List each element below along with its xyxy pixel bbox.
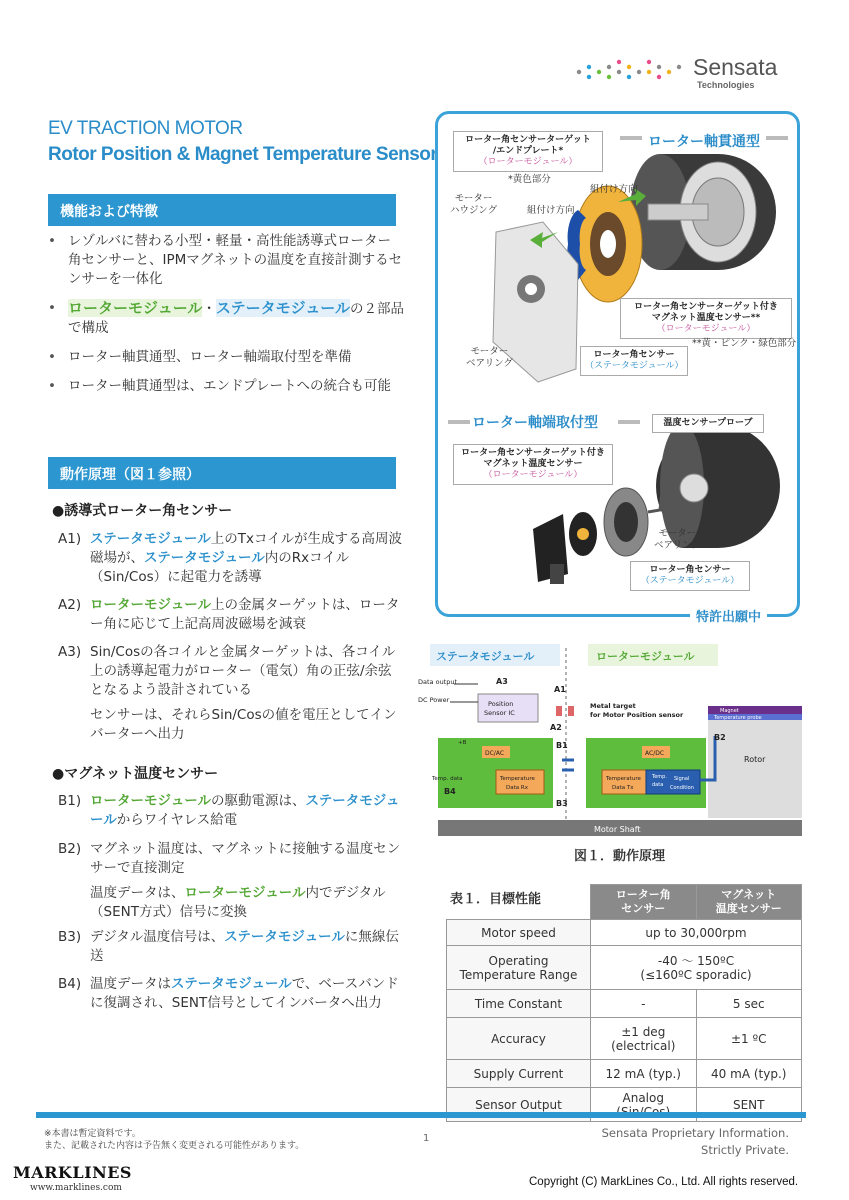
item-text: からワイヤレス給電 xyxy=(116,812,238,828)
row-header: Accuracy xyxy=(447,1018,591,1060)
assembly-direction-1: 組付け方向 xyxy=(590,184,638,195)
rotor-term: ローターモジュール xyxy=(90,793,211,809)
proprietary-line: Sensata Proprietary Information. xyxy=(601,1126,789,1140)
feature-sep: ・ xyxy=(202,301,216,317)
diag-temp-tx-1: Temperature xyxy=(606,776,641,782)
item-text: マグネット温度は、マグネットに接触する温度センサーで直接測定 xyxy=(90,841,401,876)
table-row xyxy=(447,990,802,1018)
label-line: モーター xyxy=(658,528,697,539)
item-text: に無線伝送 xyxy=(90,929,399,964)
row-header: Sensor Output xyxy=(447,1088,591,1122)
diag-rotor: Rotor xyxy=(744,755,766,764)
diag-data-output: Data output xyxy=(418,678,458,686)
diag-temp-data2-1: Temp. xyxy=(652,774,667,780)
stator-term: ステータモジュール xyxy=(90,531,211,547)
item-text: 温度データは、 xyxy=(90,885,185,901)
diag-b3: B3 xyxy=(556,799,568,808)
diag-b2: B2 xyxy=(714,733,726,742)
principle-b4 xyxy=(58,975,403,1013)
label-bearing-2 xyxy=(654,528,701,552)
label-target-temp-sensor-2 xyxy=(453,444,613,485)
cell-line: ±1 deg xyxy=(621,1024,666,1039)
label-line: ローター角センサーターゲット xyxy=(465,135,591,145)
operating-principle-diagram xyxy=(418,640,802,836)
label-line: ローター角センサーターゲット付き xyxy=(461,448,605,458)
item-text: の駆動電源は、 xyxy=(210,793,306,809)
title-line1: EV TRACTION MOTOR xyxy=(48,118,243,139)
label-line: ローター角センサーターゲット付き xyxy=(634,302,778,312)
diag-temp-rx-2: Data Rx xyxy=(506,785,528,791)
col-angle-sensor xyxy=(591,885,697,920)
label-line: ベアリング xyxy=(466,358,513,369)
table-row xyxy=(447,946,802,990)
col-label: 温度センサー xyxy=(715,902,782,915)
table-cell xyxy=(591,946,802,990)
cell-line: -40 ～ 150ºC xyxy=(657,953,735,968)
diag-pos-ic-1: Position xyxy=(488,700,514,708)
diag-a3: A3 xyxy=(496,677,508,686)
footer-note-line: ※本書は暫定資料です。 xyxy=(44,1129,141,1139)
table-row xyxy=(447,1060,802,1088)
marklines-logo: MARKLINES xyxy=(13,1163,132,1182)
item-label: B4) xyxy=(58,976,82,992)
page-number: 1 xyxy=(423,1133,430,1144)
item-text: デジタル温度信号は、 xyxy=(90,929,225,945)
feature-text-1: レゾルバに替わる小型・軽量・高性能誘導式ローター角センサーと、IPMマグネットの温度を直接計測するセンサーを一体化 xyxy=(68,233,403,287)
principle-a1 xyxy=(58,530,403,587)
cell-line: Analog xyxy=(622,1090,664,1105)
label-line: （ステータモジュール） xyxy=(640,576,740,586)
diag-pos-ic-2: Sensor IC xyxy=(484,709,515,717)
col-temp-sensor xyxy=(696,885,802,920)
label-line: ローター角センサー xyxy=(593,350,675,360)
diag-signal-2: Condition xyxy=(670,785,694,791)
col-label: マグネット xyxy=(721,888,777,901)
footer-bar xyxy=(36,1112,806,1118)
proprietary-notice xyxy=(560,1125,789,1159)
item-text: 温度データは xyxy=(90,976,171,992)
table-header-row xyxy=(447,885,802,920)
col-label: ローター角 xyxy=(615,888,671,901)
row-header xyxy=(447,946,591,990)
table-corner xyxy=(447,885,591,920)
item-text: 上のTxコイルが生成する高周波磁場が、 xyxy=(90,531,403,566)
diag-a1: A1 xyxy=(554,685,566,694)
company-name: Sensata xyxy=(693,54,778,80)
label-housing xyxy=(450,193,497,217)
table-row xyxy=(447,1018,802,1060)
item-label: A2) xyxy=(58,597,82,613)
footer-note-line: また、記載された内容は予告無く変更される可能性があります。 xyxy=(44,1141,305,1151)
sub-heading-angle: ●誘導式ローター角センサー xyxy=(52,503,233,519)
diag-signal-1: Signal xyxy=(674,776,690,782)
label-line: モーター xyxy=(470,346,509,357)
label-line: モーター xyxy=(454,193,493,204)
stator-term: ステータモジュール xyxy=(144,550,265,566)
title-line2: Rotor Position & Magnet Temperature Sensor xyxy=(48,144,438,165)
principle-b2 xyxy=(58,840,403,922)
label-target-endplate xyxy=(453,131,603,172)
row-header: Motor speed xyxy=(447,920,591,946)
stator-term: ステータモジュール xyxy=(90,793,400,828)
table-cell: 12 mA (typ.) xyxy=(591,1060,697,1088)
feature-text-2: の２部品で構成 xyxy=(68,301,405,336)
features-heading: 機能および特徴 xyxy=(48,194,396,226)
proprietary-line: Strictly Private. xyxy=(701,1143,789,1157)
feature-text-3: ローター軸貫通型、ローター軸端取付型を準備 xyxy=(68,349,352,365)
label-angle-sensor-2 xyxy=(630,561,750,591)
label-temp-probe: 温度センサープローブ xyxy=(652,414,764,433)
feature-item xyxy=(44,377,404,396)
row-header-line: Operating xyxy=(488,953,549,968)
table-cell: up to 30,000rpm xyxy=(591,920,802,946)
diag-metal-2: for Motor Position sensor xyxy=(590,711,684,719)
label-line: マグネット温度センサー xyxy=(483,459,583,469)
assembly-direction-2: 組付け方向 xyxy=(527,205,575,216)
label-line: （ローターモジュール） xyxy=(656,324,756,334)
principle-b1 xyxy=(58,792,403,830)
spec-table xyxy=(446,884,802,1122)
feature-text-4: ローター軸貫通型は、エンドプレートへの統合も可能 xyxy=(68,378,392,394)
stator-term: ステータモジュール xyxy=(171,976,292,992)
diag-b1: B1 xyxy=(556,741,568,750)
marklines-url: www.marklines.com xyxy=(30,1183,122,1193)
label-bearing-1 xyxy=(466,346,513,370)
copyright: Copyright (C) MarkLines Co., Ltd. All rights reserved. xyxy=(529,1176,799,1188)
item-text: Sin/Cosの各コイルと金属ターゲットは、各コイル上の誘導起電力がローター（電気）角の正弦/余弦となるよう設計されている xyxy=(90,644,396,698)
stator-module-highlight: ステータモジュール xyxy=(215,299,351,317)
patent-pending: 特許出願中 xyxy=(690,606,767,625)
table-cell: SENT xyxy=(696,1088,802,1122)
label-line: （ローターモジュール） xyxy=(478,157,578,167)
item-text: 内でデジタル（SENT方式）信号に変換 xyxy=(90,885,386,920)
diag-temp-data: Temp. data xyxy=(432,776,463,782)
row-header: Time Constant xyxy=(447,990,591,1018)
company-sub: Technologies xyxy=(697,80,755,90)
stator-term: ステータモジュール xyxy=(224,929,345,945)
label-line: /エンドプレート* xyxy=(492,146,564,156)
item-text: で、ベースバンドに復調され、SENT信号としてインバータへ出力 xyxy=(90,976,399,1011)
rotor-term: ローターモジュール xyxy=(90,597,211,613)
table-row xyxy=(447,920,802,946)
diag-dc-power: DC Power xyxy=(418,696,450,704)
diag-b4: B4 xyxy=(444,787,456,796)
label-line: ベアリング xyxy=(654,540,701,551)
label-line: マグネット温度センサー** xyxy=(651,313,761,323)
sensata-logo xyxy=(575,54,795,94)
through-shaft-heading: ローター軸貫通型 xyxy=(648,134,760,150)
label-target-temp-sensor xyxy=(620,298,792,339)
item-label: A3) xyxy=(58,644,82,660)
end-mount-heading: ローター軸端取付型 xyxy=(472,415,598,431)
logo-dots-icon xyxy=(575,58,685,82)
principle-heading: 動作原理（図１参照） xyxy=(48,457,396,489)
principle-b3 xyxy=(58,928,403,966)
table-cell: 5 sec xyxy=(696,990,802,1018)
label-angle-sensor-1 xyxy=(580,346,688,376)
diag-temp-tx-2: Data Tx xyxy=(612,785,634,791)
note-colors: **黄・ピンク・緑色部分 xyxy=(692,338,797,349)
label-line: ハウジング xyxy=(450,205,498,216)
label-line: （ローターモジュール） xyxy=(483,470,583,480)
row-header: Supply Current xyxy=(447,1060,591,1088)
row-header-line: Temperature Range xyxy=(459,967,578,982)
cell-line: (electrical) xyxy=(611,1038,676,1053)
principle-a3 xyxy=(58,643,403,744)
item-label: A1) xyxy=(58,531,82,547)
label-line: ローター角センサー xyxy=(649,565,731,575)
footer-note xyxy=(44,1128,304,1152)
diag-magnet: Magnet xyxy=(720,708,739,714)
rotor-term: ローターモジュール xyxy=(184,885,306,901)
rotor-module-highlight: ローターモジュール xyxy=(68,299,203,317)
feature-item xyxy=(44,232,404,289)
diag-temp-rx-1: Temperature xyxy=(500,776,535,782)
figure-caption: 図１．動作原理 xyxy=(574,849,666,864)
diag-temp-probe: Temperature probe xyxy=(714,715,762,721)
diag-stator-label: ステータモジュール xyxy=(436,650,535,663)
item-text: 上の金属ターゲットは、ローター角に応じて上記高周波磁場を減衰 xyxy=(90,597,400,632)
feature-item xyxy=(44,299,404,338)
diag-a2: A2 xyxy=(550,723,562,732)
cell-line: (≤160ºC sporadic) xyxy=(640,967,752,982)
item-label: B3) xyxy=(58,929,82,945)
item-label: B1) xyxy=(58,793,82,809)
feature-item xyxy=(44,348,404,367)
table-cell: - xyxy=(591,990,697,1018)
diag-plus-b: +B xyxy=(458,740,467,746)
note-yellow: *黄色部分 xyxy=(508,174,551,185)
item-text: 内のRxコイル（Sin/Cos）に起電力を誘導 xyxy=(90,550,350,585)
table-cell: ±1 ºC xyxy=(696,1018,802,1060)
diag-metal-1: Metal target xyxy=(590,702,636,710)
table-cell xyxy=(591,1018,697,1060)
table-title: 表１．目標性能 xyxy=(450,892,542,907)
diag-dcac: DC/AC xyxy=(485,750,505,757)
col-label: センサー xyxy=(621,902,666,915)
item-text: センサーは、それらSin/Cosの値を電圧としてインバーターへ出力 xyxy=(90,707,397,742)
features-list xyxy=(44,232,404,406)
diag-motor-shaft: Motor Shaft xyxy=(594,825,641,834)
sub-heading-temp: ●マグネット温度センサー xyxy=(52,766,219,782)
item-label: B2) xyxy=(58,841,82,857)
principle-a2 xyxy=(58,596,403,634)
diag-temp-data2-2: data xyxy=(652,782,664,788)
label-line: （ステータモジュール） xyxy=(585,361,684,371)
table-cell: 40 mA (typ.) xyxy=(696,1060,802,1088)
diag-acdc: AC/DC xyxy=(645,750,665,757)
diag-rotor-label: ローターモジュール xyxy=(596,650,695,663)
